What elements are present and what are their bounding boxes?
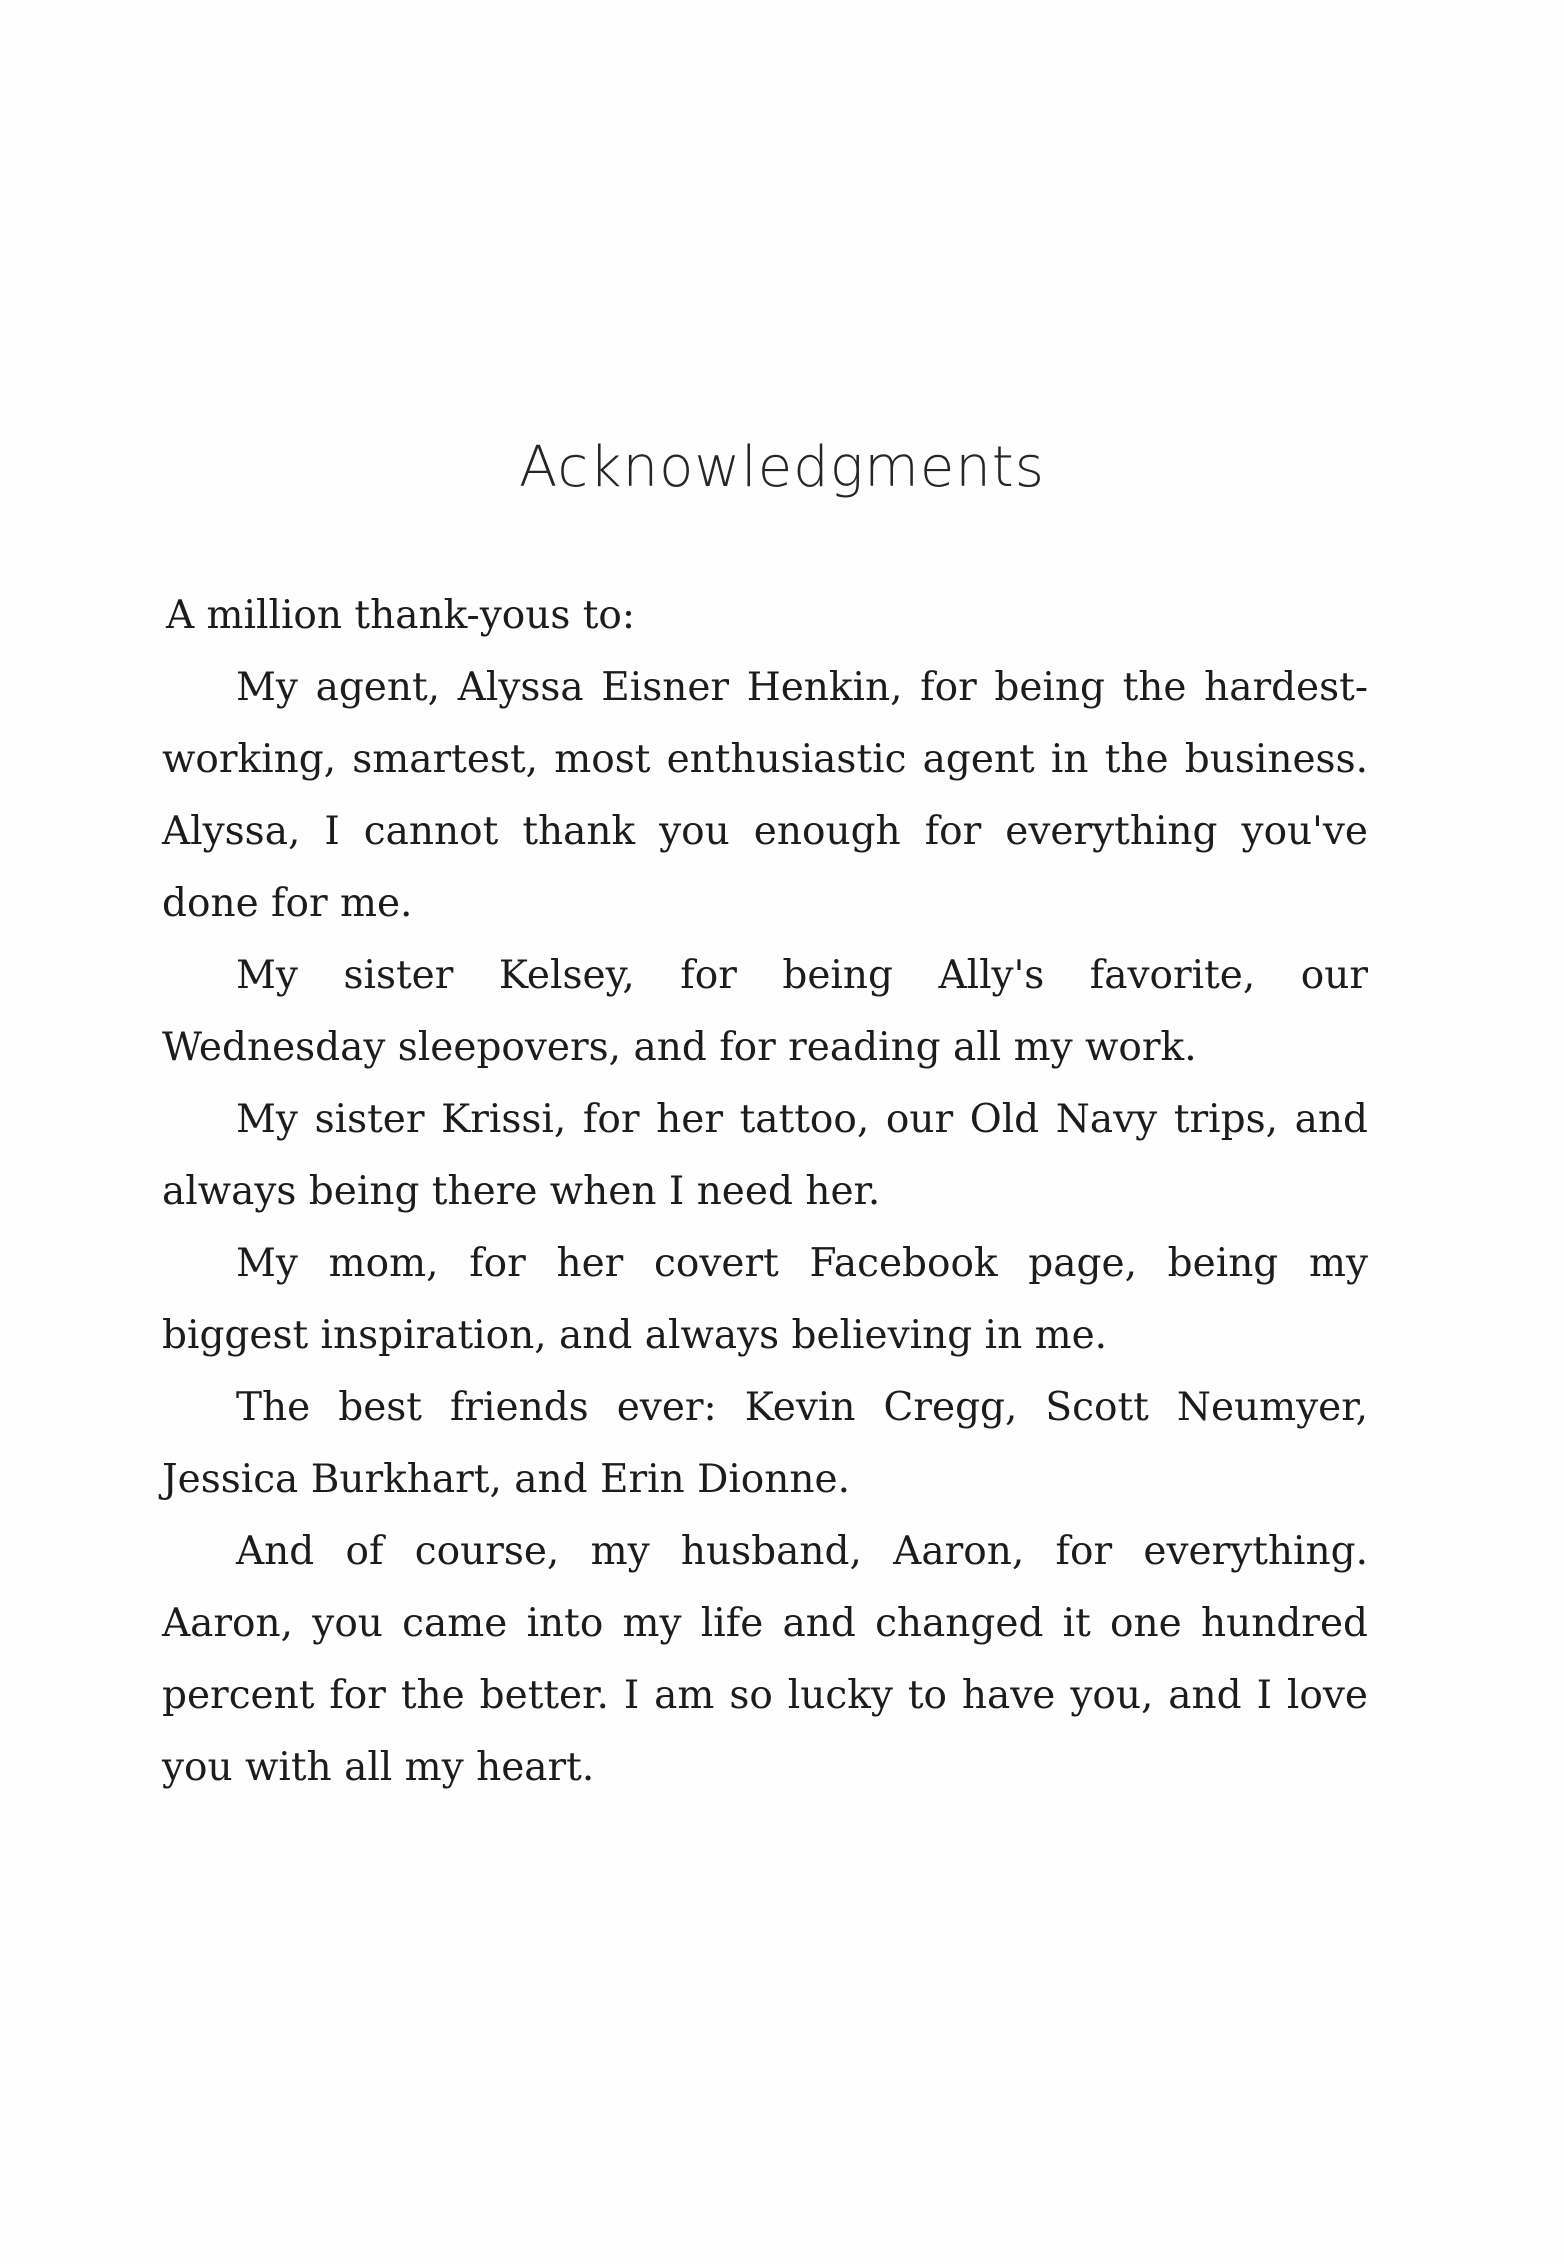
paragraph-sister-krissi: My sister Krissi, for her tattoo, our Old Navy trips, and always being there when I need her. bbox=[162, 1097, 1368, 1214]
paragraph-best-friends: The best friends ever: Kevin Cregg, Scott Neumyer, Jessica Burkhart, and Erin Dionne. bbox=[162, 1385, 1368, 1502]
page-title: Acknowledgments bbox=[519, 435, 1045, 500]
paragraph-mom: My mom, for her covert Facebook page, being my biggest inspiration, and always believing in me. bbox=[162, 1241, 1368, 1358]
acknowledgments-body bbox=[162, 580, 1368, 1804]
paragraph-agent: My agent, Alyssa Eisner Henkin, for being the hardest-working, smartest, most enthusiastic agent in the business. Alyssa, I cannot thank you enough for everything you've done for me. bbox=[162, 665, 1368, 926]
paragraph-intro: A million thank-yous to: bbox=[166, 593, 636, 638]
paragraph-sister-kelsey: My sister Kelsey, for being Ally's favorite, our Wednesday sleepovers, and for reading all my work. bbox=[162, 953, 1368, 1070]
paragraph-husband: And of course, my husband, Aaron, for everything. Aaron, you came into my life and changed it one hundred percent for the better. I am so lucky to have you, and I love you with all my heart. bbox=[162, 1529, 1368, 1790]
